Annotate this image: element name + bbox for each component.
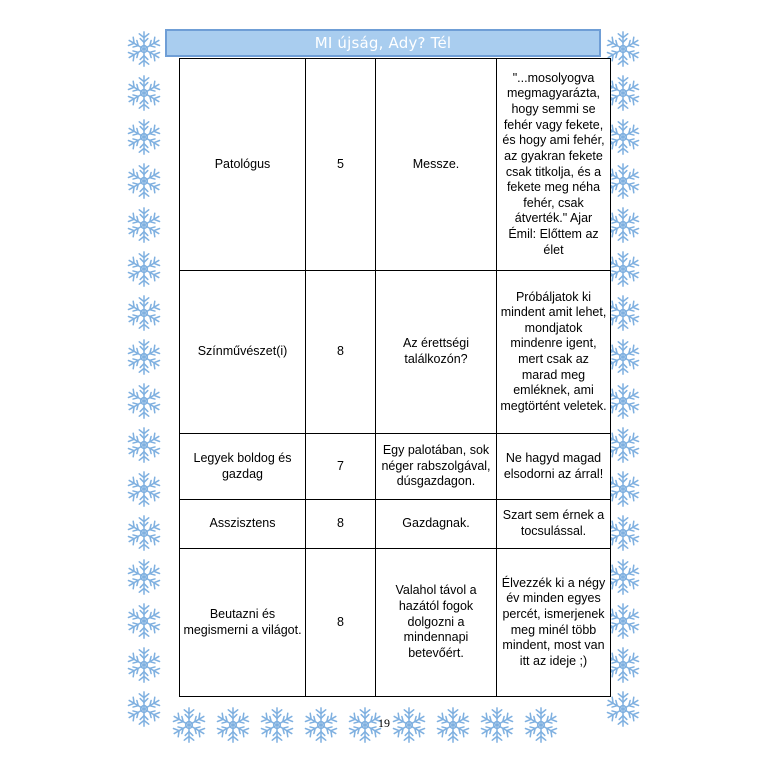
page-title-text: MI újság, Ady? Tél — [314, 34, 452, 52]
where-cell: Valahol távol a hazától fogok dolgozni a mindennapi betevőért. — [376, 549, 497, 697]
table-row — [180, 434, 611, 500]
profession-cell: Színművészet(i) — [180, 271, 306, 434]
snowflake-icon — [125, 514, 163, 552]
snowflake-icon — [125, 382, 163, 420]
profession-cell: Legyek boldog és gazdag — [180, 434, 306, 500]
snowflake-icon — [125, 470, 163, 508]
message-cell: "...mosolyogva megmagyarázta, hogy semmi se fehér vagy fekete, és hogy ami fehér, az gyakran fekete csak titkolja, és a fekete meg néha fehér, csak átverték." Ajar Émil: Előttem az élet — [497, 59, 611, 271]
table-row — [180, 271, 611, 434]
table-row — [180, 500, 611, 549]
snowflake-icon — [125, 74, 163, 112]
snowflake-icon — [125, 250, 163, 288]
profession-cell: Patológus — [180, 59, 306, 271]
score-cell: 8 — [306, 271, 376, 434]
score-cell: 5 — [306, 59, 376, 271]
profession-cell: Asszisztens — [180, 500, 306, 549]
message-cell: Ne hagyd magad elsodorni az árral! — [497, 434, 611, 500]
where-cell: Egy palotában, sok néger rabszolgával, dúsgazdagon. — [376, 434, 497, 500]
score-cell: 7 — [306, 434, 376, 500]
page-title — [165, 29, 601, 57]
page-number: 19 — [378, 716, 390, 730]
snowflake-icon — [125, 162, 163, 200]
table-row — [180, 59, 611, 271]
answers-table — [179, 58, 611, 697]
table-row — [180, 549, 611, 697]
score-cell: 8 — [306, 549, 376, 697]
score-cell: 8 — [306, 500, 376, 549]
profession-cell: Beutazni és megismerni a világot. — [180, 549, 306, 697]
snowflake-icon — [125, 30, 163, 68]
snowflake-icon — [125, 646, 163, 684]
snowflake-icon — [125, 558, 163, 596]
snowflake-icon — [125, 294, 163, 332]
snowflake-icon — [125, 426, 163, 464]
where-cell: Messze. — [376, 59, 497, 271]
snowflake-icon — [125, 206, 163, 244]
where-cell: Gazdagnak. — [376, 500, 497, 549]
snowflake-icon — [125, 338, 163, 376]
snowflake-icon — [125, 118, 163, 156]
where-cell: Az érettségi találkozón? — [376, 271, 497, 434]
message-cell: Próbáljatok ki mindent amit lehet, mondjatok mindenre igent, mert csak az marad meg emléknek, ami megtörtént veletek. — [497, 271, 611, 434]
message-cell: Szart sem érnek a tocsulással. — [497, 500, 611, 549]
message-cell: Élvezzék ki a négy év minden egyes percét, ismerjenek meg minél több mindent, most van itt az ideje ;) — [497, 549, 611, 697]
snowflake-icon — [125, 602, 163, 640]
